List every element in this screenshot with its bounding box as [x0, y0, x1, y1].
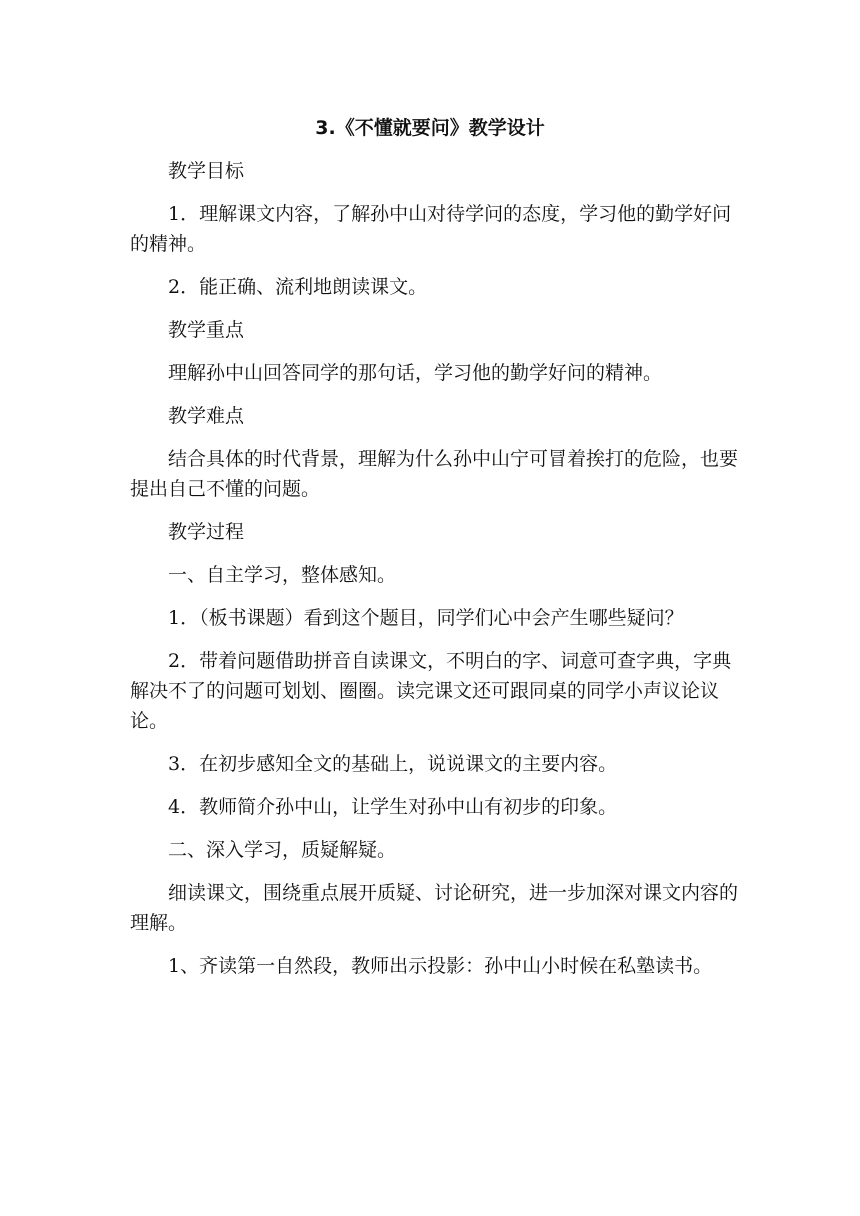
section-1-heading: 一、自主学习，整体感知。 [168, 564, 397, 586]
heading-difficulties: 教学难点 [168, 405, 245, 427]
document-body [130, 156, 750, 994]
key-point-text: 理解孙中山回答同学的那句话，学习他的勤学好问的精神。 [168, 362, 663, 384]
heading-objectives: 教学目标 [168, 160, 245, 182]
objective-1: 1．理解课文内容，了解孙中山对待学问的态度，学习他的勤学好问的精神。 [130, 203, 732, 255]
step-4: 4．教师简介孙中山，让学生对孙中山有初步的印象。 [168, 796, 618, 818]
objective-2: 2．能正确、流利地朗读课文。 [168, 276, 428, 298]
heading-process: 教学过程 [168, 521, 245, 543]
document-title: 3.《不懂就要问》教学设计 [315, 117, 545, 139]
section-2-intro: 细读课文，围绕重点展开质疑、讨论研究，进一步加深对课文内容的理解。 [130, 882, 739, 934]
step-2: 2．带着问题借助拼音自读课文，不明白的字、词意可查字典，字典解决不了的问题可划划、圈圈。读完课文还可跟同桌的同学小声议论议论。 [130, 650, 732, 732]
step-3: 3．在初步感知全文的基础上，说说课文的主要内容。 [168, 753, 618, 775]
difficulty-text: 结合具体的时代背景，理解为什么孙中山宁可冒着挨打的危险，也要提出自己不懂的问题。 [130, 448, 739, 500]
heading-key-points: 教学重点 [168, 319, 245, 341]
step-1: 1．（板书课题）看到这个题目，同学们心中会产生哪些疑问？ [168, 607, 684, 629]
section-2-step-1: 1、齐读第一自然段，教师出示投影：孙中山小时候在私塾读书。 [168, 955, 713, 977]
section-2-heading: 二、深入学习，质疑解疑。 [168, 839, 397, 861]
